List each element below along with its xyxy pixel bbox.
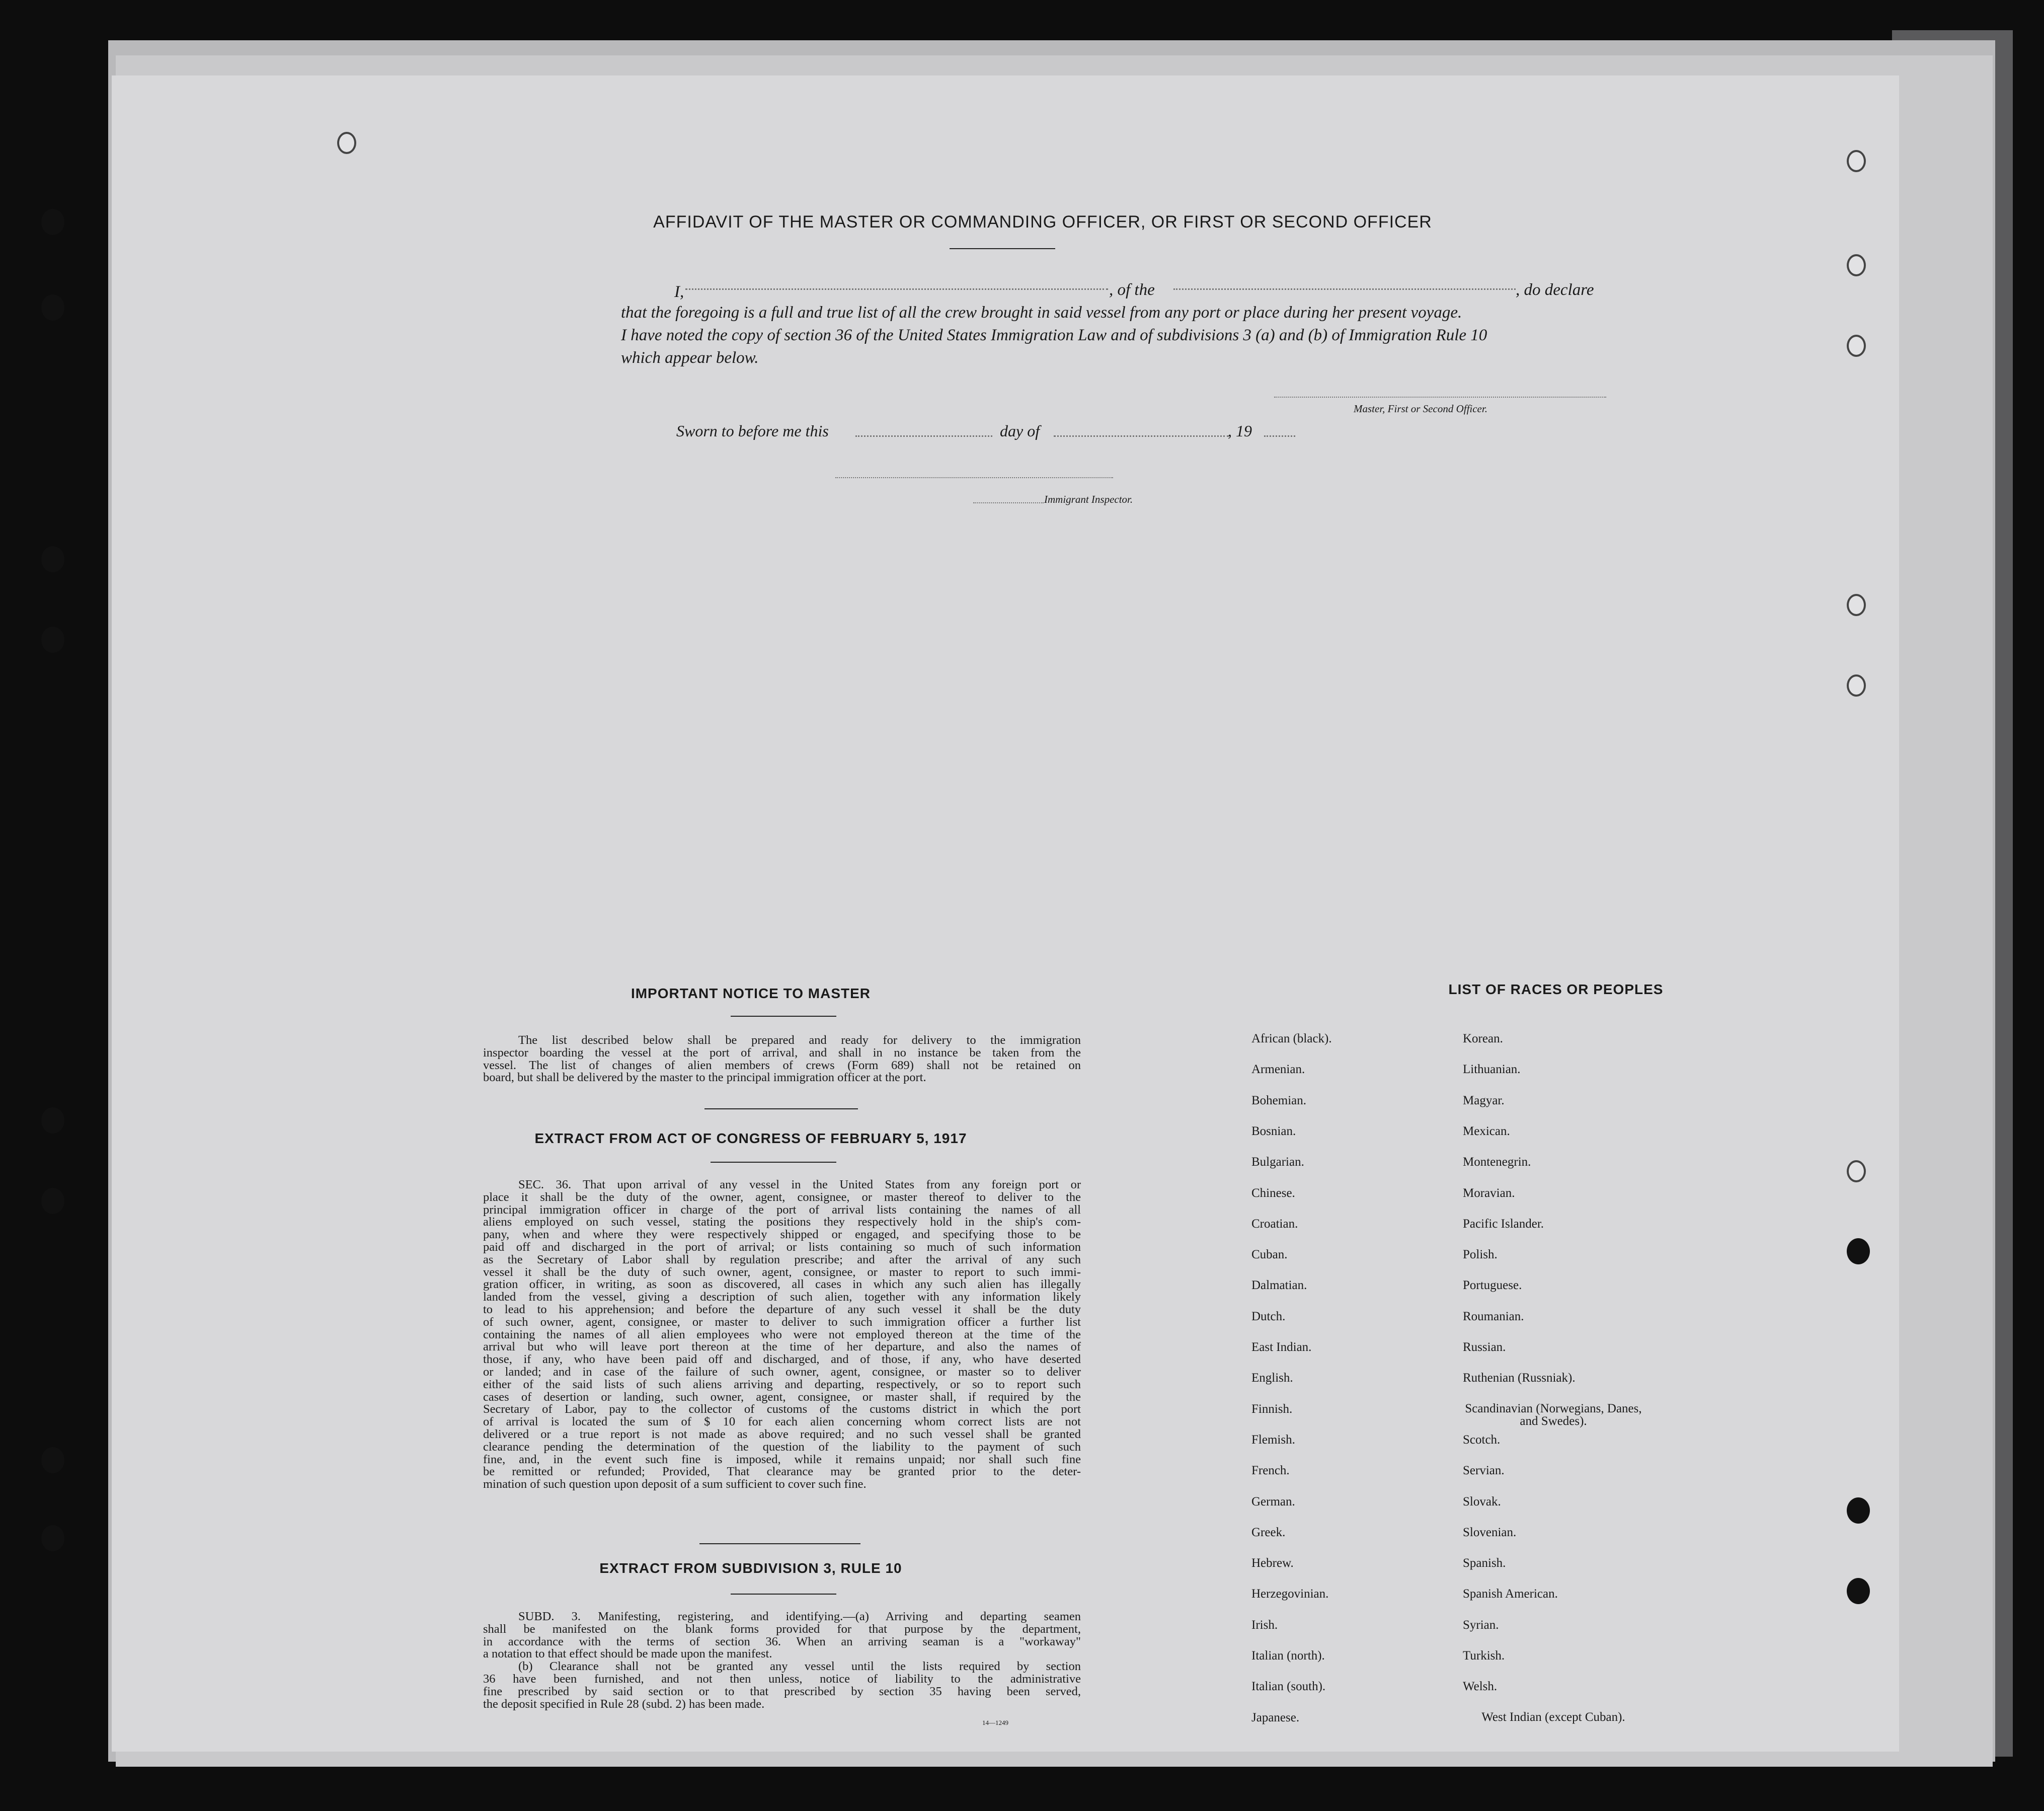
inspector-label: Immigrant Inspector. <box>1044 493 1133 505</box>
text-line: be remitted or refunded; Provided, That clearance may be granted prior to the deter- <box>483 1465 1081 1479</box>
punch-hole <box>1847 1578 1870 1604</box>
text-line: containing the names of all alien employees who were not employed thereon at the time of the <box>483 1327 1081 1341</box>
notice-text <box>483 1034 1081 1084</box>
race-item: Lithuanian. <box>1463 1063 1521 1077</box>
divider <box>711 1162 836 1163</box>
race-item: Moravian. <box>1463 1186 1515 1200</box>
race-item: Bohemian. <box>1251 1093 1307 1107</box>
race-item: Japanese. <box>1251 1710 1300 1724</box>
race-item: Italian (north). <box>1251 1649 1325 1663</box>
affidavit-line4: which appear below. <box>621 349 759 367</box>
master-signature-line[interactable] <box>1274 397 1606 398</box>
text-line: principal immigration officer in charge of the port of arrival lists containing the names of all <box>483 1202 1081 1217</box>
race-item: Syrian. <box>1463 1618 1499 1632</box>
text-line: paid off and discharged in the port of arrival; or lists containing so much of such information <box>483 1240 1081 1254</box>
sworn-year-prefix: , 19 <box>1228 422 1252 440</box>
affidavit-line3: I have noted the copy of section 36 of the United States Immigration Law and of subdivisions 3 (a) and (b) of Immigration Rule 10 <box>621 326 1487 344</box>
sworn-day-blank[interactable] <box>855 435 992 437</box>
race-item: Chinese. <box>1251 1186 1295 1200</box>
rule-text <box>483 1611 1081 1710</box>
punch-hole <box>41 209 64 235</box>
sworn-day-of: day of <box>1000 422 1040 440</box>
race-item: Greek. <box>1251 1525 1286 1539</box>
act-text <box>483 1179 1081 1491</box>
punch-hole <box>1847 1160 1866 1182</box>
sworn-year-blank[interactable] <box>1264 435 1295 437</box>
punch-hole <box>41 294 64 321</box>
text-line: place it shall be the duty of the owner, agent, consignee, or master thereof to deliver to the <box>483 1190 1081 1204</box>
punch-hole <box>1847 594 1866 616</box>
name-blank[interactable] <box>685 288 1108 290</box>
text-line: pany, when and where they were respectively shipped or engaged, and specifying those to be <box>483 1228 1081 1242</box>
race-item: Bulgarian. <box>1251 1155 1304 1169</box>
text-line: vessel it shall be the duty of such owner, agent, consignee, or master to report to such immi- <box>483 1265 1081 1279</box>
rule-title: EXTRACT FROM SUBDIVISION 3, RULE 10 <box>599 1560 902 1576</box>
text-line: The list described below shall be prepared and ready for delivery to the immigration <box>518 1033 1081 1047</box>
text-line: the deposit specified in Rule 28 (subd. 2) has been made. <box>483 1697 765 1711</box>
text-line: aliens employed on such vessel, stating the positions they respectively hold in the ship's com- <box>483 1215 1081 1229</box>
divider <box>731 1016 836 1017</box>
affidavit-i: I, <box>674 283 684 301</box>
inspector-dots <box>973 502 1044 503</box>
race-item: Welsh. <box>1463 1680 1498 1694</box>
inspector-signature-line[interactable] <box>835 477 1113 478</box>
affidavit-line2: that the foregoing is a full and true list of all the crew brought in said vessel from any port or place during her present voyage. <box>621 304 1462 322</box>
race-item: English. <box>1251 1371 1293 1385</box>
text-line: clearance pending the determination of the question of the liability to the payment of such <box>483 1440 1081 1454</box>
text-line: gration officer, in writing, as soon as discovered, all cases in which any such alien has illegally <box>483 1277 1081 1292</box>
race-item: Finnish. <box>1251 1402 1293 1416</box>
text-line: fine prescribed by said section or to that prescribed by section 35 having been served, <box>483 1684 1081 1698</box>
race-item: Croatian. <box>1251 1217 1298 1231</box>
race-item: Slovak. <box>1463 1494 1501 1508</box>
text-line: landed from the vessel, giving a description of such alien, together with any information likely <box>483 1290 1081 1304</box>
races-title: LIST OF RACES OR PEOPLES <box>1448 982 1664 997</box>
punch-hole <box>41 1525 64 1551</box>
race-item: Slovenian. <box>1463 1525 1517 1539</box>
act-title: EXTRACT FROM ACT OF CONGRESS OF FEBRUARY 5, 1917 <box>534 1130 967 1146</box>
punch-hole <box>41 546 64 572</box>
race-item: Spanish American. <box>1463 1587 1558 1601</box>
divider <box>704 1108 858 1109</box>
race-item: Dalmatian. <box>1251 1278 1307 1293</box>
race-item: Scotch. <box>1463 1432 1501 1447</box>
punch-hole <box>41 1107 64 1134</box>
race-item: Irish. <box>1251 1618 1278 1632</box>
text-line: board, but shall be delivered by the master to the principal immigration officer at the port. <box>483 1071 926 1085</box>
text-line: a notation to that effect should be made upon the manifest. <box>483 1647 772 1661</box>
race-item: Portuguese. <box>1463 1278 1522 1293</box>
punch-hole <box>1847 1497 1870 1524</box>
race-item: West Indian (except Cuban). <box>1481 1710 1625 1724</box>
text-line: mination of such question upon deposit of a sum sufficient to cover such fine. <box>483 1477 867 1491</box>
text-line: fine, and, in the event such fine is imposed, while it remains unpaid; nor shall such fine <box>483 1452 1081 1466</box>
text-line: in accordance with the terms of section 36. When an arriving seaman is a "workaway" <box>483 1634 1081 1648</box>
race-item: Bosnian. <box>1251 1124 1296 1138</box>
race-item: Montenegrin. <box>1463 1155 1531 1169</box>
punch-hole <box>41 627 64 653</box>
divider <box>950 248 1055 249</box>
race-item: Herzegovinian. <box>1251 1587 1329 1601</box>
divider <box>699 1543 860 1544</box>
text-line: or landed; and in case of the failure of such owner, agent, consignee, or master so to deliver <box>483 1365 1081 1379</box>
race-item: Pacific Islander. <box>1463 1217 1544 1231</box>
text-line: Secretary of Labor, pay to the collector of customs of the customs district in which the port <box>483 1402 1081 1416</box>
race-item: Flemish. <box>1251 1432 1295 1447</box>
affidavit-of-the: , of the <box>1109 281 1155 299</box>
punch-hole <box>41 1188 64 1214</box>
punch-hole <box>337 132 356 154</box>
punch-hole <box>1847 674 1866 697</box>
text-line: 36 have been furnished, and not then unless, notice of liability to the administrative <box>483 1672 1081 1686</box>
punch-hole <box>1847 1238 1870 1264</box>
sworn-month-blank[interactable] <box>1054 435 1229 437</box>
race-item: African (black). <box>1251 1032 1332 1045</box>
race-item: Scandinavian (Norwegians, Danes, and Swedes). <box>1465 1401 1642 1428</box>
race-item: Spanish. <box>1463 1556 1506 1570</box>
document-page <box>112 76 1899 1752</box>
affidavit-title: AFFIDAVIT OF THE MASTER OR COMMANDING OFFICER, OR FIRST OR SECOND OFFICER <box>653 212 1432 232</box>
race-item: Mexican. <box>1463 1124 1510 1138</box>
race-item: Servian. <box>1463 1464 1505 1478</box>
form-number: 14—1249 <box>982 1719 1008 1726</box>
punch-hole <box>41 1447 64 1473</box>
text-line: those, if any, who have been paid off and discharged, and of those, if any, who have deserted <box>483 1352 1081 1367</box>
text-line: SEC. 36. That upon arrival of any vessel in the United States from any foreign port or <box>518 1178 1081 1191</box>
race-item: Italian (south). <box>1251 1680 1326 1694</box>
text-line: arrival but who will leave port thereon at the time of her departure, and also the names of <box>483 1340 1081 1354</box>
master-signature-label: Master, First or Second Officer. <box>1354 403 1487 415</box>
divider <box>731 1594 836 1595</box>
race-item: Russian. <box>1463 1340 1506 1354</box>
race-item: Magyar. <box>1463 1093 1505 1107</box>
vessel-blank[interactable] <box>1173 288 1516 290</box>
race-item: Ruthenian (Russniak). <box>1463 1371 1576 1385</box>
text-line: cases of desertion or landing, such owner, agent, consignee, or master shall, if required by the <box>483 1390 1081 1404</box>
punch-hole <box>1847 254 1866 276</box>
text-line: to lead to his apprehension; and before the departure of any such vessel it shall be the duty <box>483 1302 1081 1316</box>
text-line: inspector boarding the vessel at the port of arrival, and shall in no instance be taken from the <box>483 1045 1081 1060</box>
race-item: Korean. <box>1463 1032 1503 1045</box>
text-line: either of the said lists of such aliens arriving and departing, respectively, or so to report such <box>483 1377 1081 1391</box>
text-line: delivered or a true report is not made as above required; and no such vessel shall be granted <box>483 1427 1081 1441</box>
race-item: East Indian. <box>1251 1340 1312 1354</box>
punch-hole <box>1847 335 1866 357</box>
text-line: of arrival is located the sum of $ 10 for each alien concerning whom correct lists are not <box>483 1415 1081 1429</box>
notice-title: IMPORTANT NOTICE TO MASTER <box>631 986 871 1001</box>
race-item: Hebrew. <box>1251 1556 1294 1570</box>
sworn-prefix: Sworn to before me this <box>676 422 829 440</box>
affidavit-declare: , do declare <box>1516 281 1594 299</box>
race-item: Roumanian. <box>1463 1309 1524 1323</box>
race-item: Dutch. <box>1251 1309 1286 1323</box>
text-line: of such owner, agent, consignee, or master to deliver to such immigration officer a further list <box>483 1315 1081 1329</box>
race-item: French. <box>1251 1464 1290 1478</box>
race-item: Polish. <box>1463 1248 1498 1262</box>
text-line: vessel. The list of changes of alien members of crews (Form 689) shall not be retained on <box>483 1058 1081 1072</box>
punch-hole <box>1847 150 1866 172</box>
race-item: Armenian. <box>1251 1063 1305 1077</box>
text-line: as the Secretary of Labor shall by regulation prescribe; and after the arrival of any such <box>483 1252 1081 1266</box>
text-line: SUBD. 3. Manifesting, registering, and identifying.—(a) Arriving and departing seamen <box>518 1610 1081 1623</box>
text-line: (b) Clearance shall not be granted any vessel until the lists required by section <box>518 1659 1081 1674</box>
race-item: Cuban. <box>1251 1248 1288 1262</box>
race-item: German. <box>1251 1494 1295 1508</box>
race-item: Turkish. <box>1463 1649 1505 1663</box>
text-line: shall be manifested on the blank forms provided for that purpose by the department, <box>483 1622 1081 1636</box>
